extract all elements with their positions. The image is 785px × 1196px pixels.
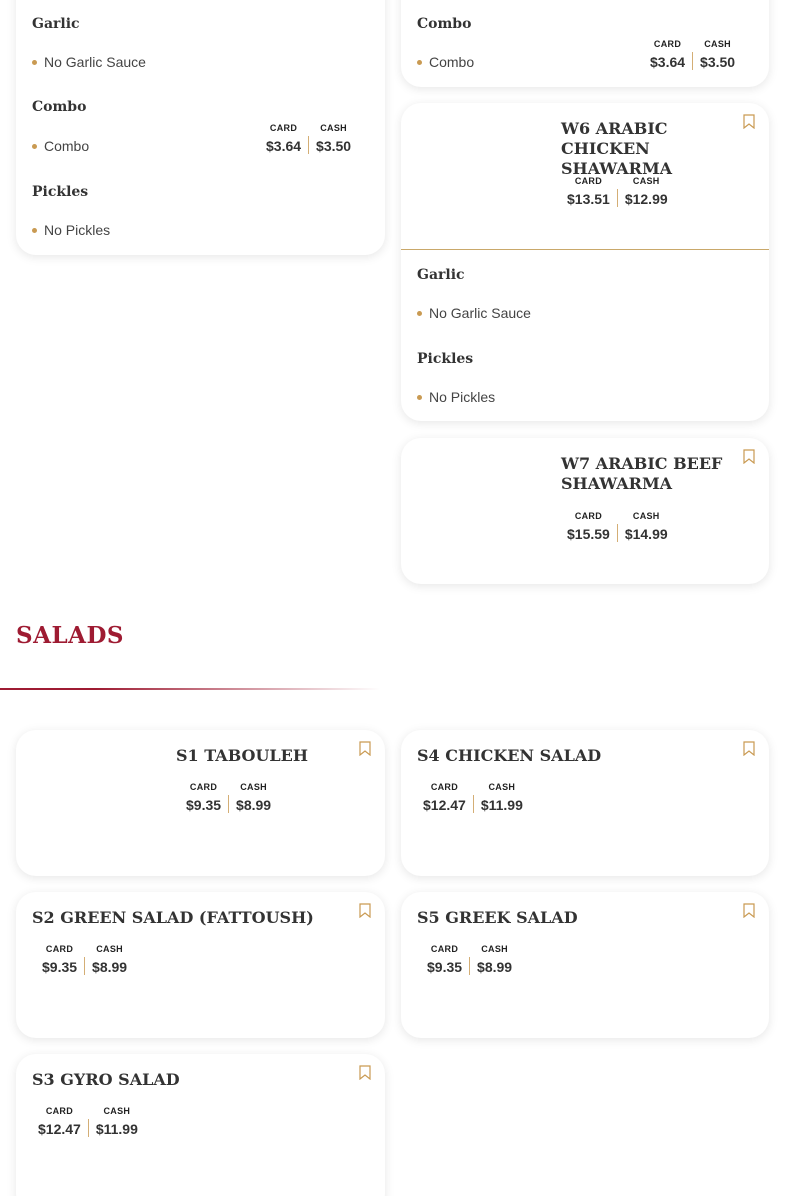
menu-item-card-s3[interactable] <box>16 1054 385 1196</box>
item-title: S4 CHICKEN SALAD <box>417 746 602 765</box>
price-divider <box>84 957 85 975</box>
bookmark-icon[interactable] <box>743 903 755 918</box>
menu-item-options-card <box>401 0 769 87</box>
card-price-label: CARD <box>430 782 459 792</box>
card-price-label: CARD <box>45 1106 74 1116</box>
bullet-dot-icon <box>417 395 422 400</box>
cash-price-label: CASH <box>103 1106 131 1116</box>
option-price <box>650 39 735 70</box>
option-group-title: Combo <box>32 99 87 115</box>
cash-price-label: CASH <box>632 176 660 186</box>
menu-item-card-s1[interactable] <box>16 730 385 876</box>
item-title: W7 ARABIC BEEF SHAWARMA <box>561 454 723 493</box>
price-divider <box>228 795 229 813</box>
item-title: W6 ARABIC CHICKEN SHAWARMA <box>561 119 673 178</box>
price-divider <box>617 524 618 542</box>
option-group-title: Combo <box>417 16 472 32</box>
option-item[interactable] <box>32 222 110 238</box>
cash-price: $8.99 <box>236 797 272 813</box>
option-label: No Garlic Sauce <box>429 305 531 321</box>
bookmark-icon[interactable] <box>743 114 755 129</box>
option-group-title: Garlic <box>417 267 465 283</box>
cash-price: $3.50 <box>316 138 352 154</box>
price-divider <box>692 52 693 70</box>
menu-item-card-w6[interactable] <box>401 103 769 421</box>
bullet-dot-icon <box>417 60 422 65</box>
card-price: $15.59 <box>567 526 610 542</box>
bullet-dot-icon <box>417 311 422 316</box>
item-price <box>423 782 523 813</box>
item-title: S1 TABOULEH <box>176 746 308 765</box>
section-divider <box>0 688 380 690</box>
bullet-dot-icon <box>32 60 37 65</box>
item-price <box>567 511 668 542</box>
menu-item-card-w7[interactable] <box>401 438 769 584</box>
cash-price-label: CASH <box>704 39 731 49</box>
card-price: $12.47 <box>423 797 466 813</box>
cash-price: $3.50 <box>700 54 736 70</box>
item-price <box>38 1106 138 1137</box>
option-item[interactable] <box>417 389 495 405</box>
price-divider <box>308 136 309 154</box>
card-price-label: CARD <box>653 39 682 49</box>
bullet-dot-icon <box>32 144 37 149</box>
option-item[interactable] <box>417 54 474 70</box>
option-item[interactable] <box>32 138 89 154</box>
option-label: No Pickles <box>44 222 111 238</box>
item-title: S3 GYRO SALAD <box>32 1070 180 1089</box>
option-price <box>266 123 351 154</box>
card-price: $13.51 <box>567 191 610 207</box>
option-group-title: Pickles <box>417 351 474 367</box>
cash-price-label: CASH <box>632 511 660 521</box>
cash-price: $8.99 <box>92 959 128 975</box>
price-divider <box>473 795 474 813</box>
bookmark-icon[interactable] <box>359 903 371 918</box>
menu-item-card-s4[interactable] <box>401 730 769 876</box>
cash-price-label: CASH <box>240 782 267 792</box>
option-label: Combo <box>429 54 475 70</box>
card-price: $12.47 <box>38 1121 81 1137</box>
bookmark-icon[interactable] <box>743 741 755 756</box>
option-item[interactable] <box>417 305 531 321</box>
card-price: $9.35 <box>427 959 463 975</box>
item-title: S5 GREEK SALAD <box>417 908 578 927</box>
bookmark-icon[interactable] <box>359 741 371 756</box>
price-divider <box>469 957 470 975</box>
option-group-title: Garlic <box>32 16 80 32</box>
section-title-salads: SALADS <box>16 622 125 649</box>
cash-price: $12.99 <box>624 191 668 207</box>
item-price <box>567 176 668 207</box>
cash-price-label: CASH <box>488 782 516 792</box>
cash-price: $8.99 <box>477 959 513 975</box>
bookmark-icon[interactable] <box>743 449 755 464</box>
cash-price-label: CASH <box>96 944 123 954</box>
item-price <box>42 944 127 975</box>
cash-price: $11.99 <box>480 797 523 813</box>
bookmark-icon[interactable] <box>359 1065 371 1080</box>
card-price-label: CARD <box>430 944 459 954</box>
card-price-label: CARD <box>574 176 603 186</box>
cash-price: $14.99 <box>624 526 668 542</box>
option-label: No Pickles <box>429 389 496 405</box>
price-divider <box>88 1119 89 1137</box>
item-price <box>186 782 271 813</box>
card-divider <box>401 249 769 250</box>
card-price-label: CARD <box>45 944 74 954</box>
bullet-dot-icon <box>32 228 37 233</box>
card-price: $9.35 <box>186 797 222 813</box>
card-price: $3.64 <box>266 138 302 154</box>
menu-item-card-s5[interactable] <box>401 892 769 1038</box>
price-divider <box>617 189 618 207</box>
card-price-label: CARD <box>269 123 298 133</box>
item-price <box>427 944 512 975</box>
cash-price-label: CASH <box>320 123 347 133</box>
cash-price: $11.99 <box>95 1121 138 1137</box>
card-price-label: CARD <box>189 782 218 792</box>
card-price: $3.64 <box>650 54 686 70</box>
option-item[interactable] <box>32 54 146 70</box>
menu-item-options-card <box>16 0 385 255</box>
card-price-label: CARD <box>574 511 603 521</box>
cash-price-label: CASH <box>481 944 508 954</box>
menu-item-card-s2[interactable] <box>16 892 385 1038</box>
option-label: No Garlic Sauce <box>44 54 146 70</box>
card-price: $9.35 <box>42 959 78 975</box>
item-title: S2 GREEN SALAD (FATTOUSH) <box>32 908 314 927</box>
option-group-title: Pickles <box>32 184 89 200</box>
option-label: Combo <box>44 138 90 154</box>
